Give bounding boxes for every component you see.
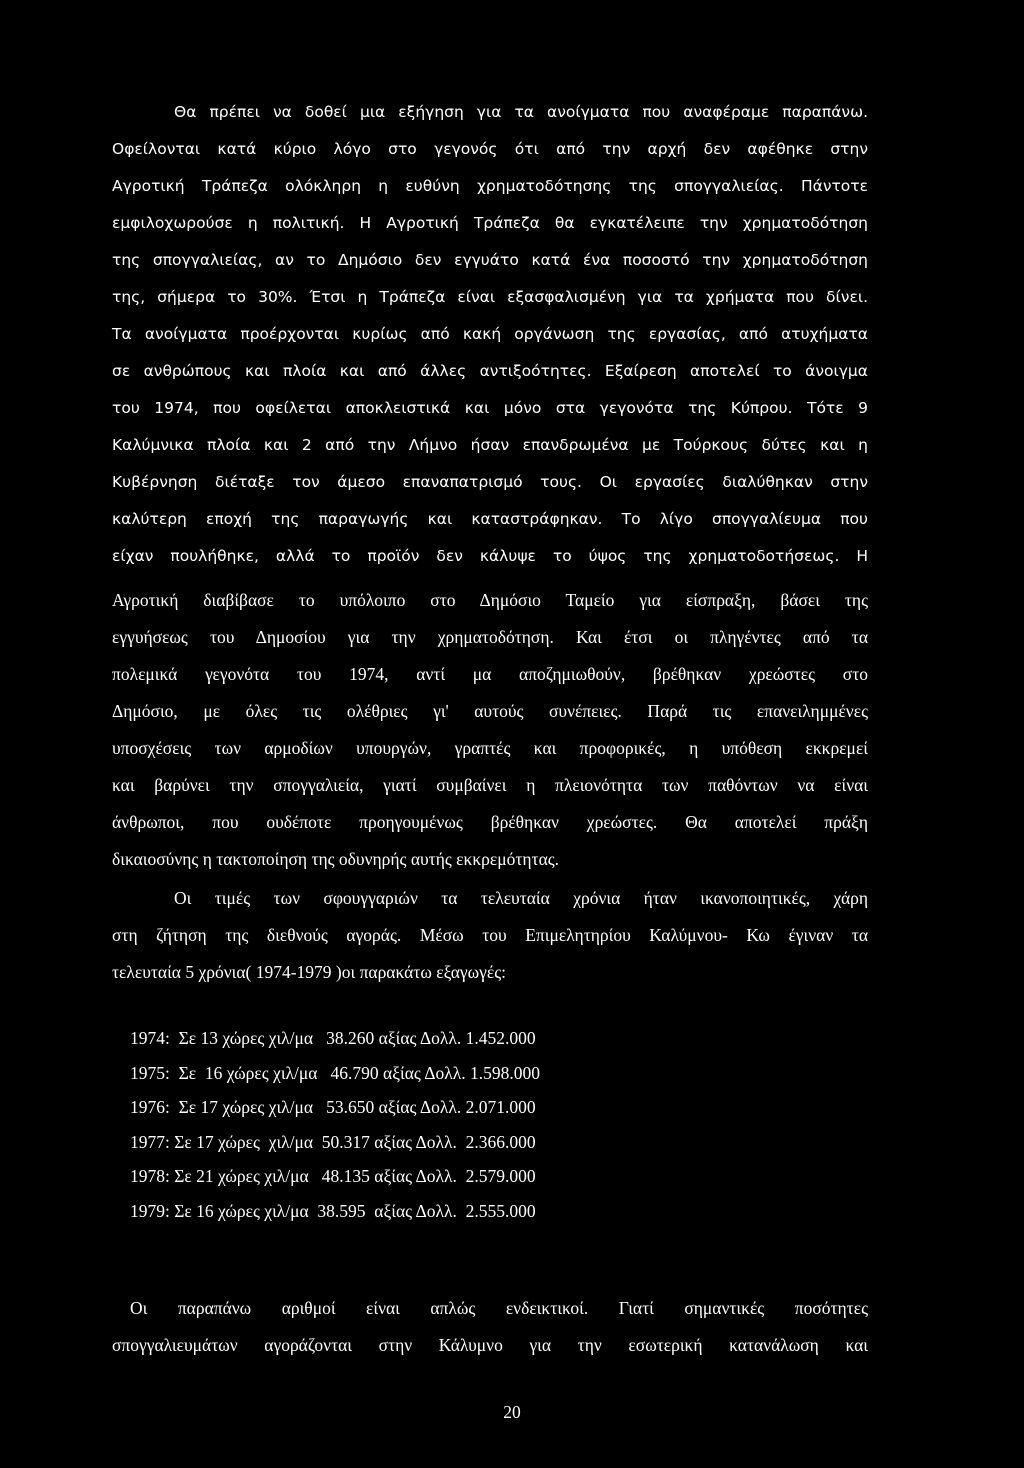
text-line: άνθρωποι, που ουδέποτε προηγουμένως βρέθηκαν χρεώστες. Θα αποτελεί πράξη (112, 812, 868, 832)
text-line: του 1974, που οφείλεται αποκλειστικά και μόνο στα γεγονότα της Κύπρου. Τότε 9 (112, 399, 868, 417)
text-line: Τα ανοίγματα προέρχονται κυρίως από κακή οργάνωση της εργασίας, από ατυχήματα (112, 325, 868, 343)
text-line: τελευταία 5 χρόνια( 1974-1979 )οι παρακάτω εξαγωγές: (112, 962, 507, 982)
text-line: Αγροτική Τράπεζα ολόκληρη η ευθύνη χρηματοδότησης της σπογγαλιείας. Πάντοτε (112, 177, 868, 195)
exports-list-item: 1974: Σε 13 χώρες χιλ/μα 38.260 αξίας Δολλ. 1.452.000 (130, 1028, 536, 1048)
exports-list-item: 1975: Σε 16 χώρες χιλ/μα 46.790 αξίας Δολλ. 1.598.000 (130, 1062, 540, 1083)
text-line: σπογγαλιευμάτων αγοράζονται στην Κάλυμνο για την εσωτερική κατανάλωση και (112, 1335, 868, 1355)
text-line: Αγροτική διαβίβασε το υπόλοιπο στο Δημόσιο Ταμείο για είσπραξη, βάσει της (112, 590, 868, 610)
exports-list-item: 1978: Σε 21 χώρες χιλ/μα 48.135 αξίας Δολλ. 2.579.000 (130, 1166, 536, 1187)
text-line: της σπογγαλιείας, αν το Δημόσιο δεν εγγυάτο κατά ένα ποσοστό την χρηματοδότηση (112, 251, 868, 269)
text-line: πολεμικά γεγονότα του 1974, αντί μα αποζημιωθούν, βρέθηκαν χρεώστες στο (112, 664, 868, 684)
text-line: σε ανθρώπους και πλοία και από άλλες αντιξοότητες. Εξαίρεση αποτελεί το άνοιγμα (112, 362, 868, 380)
exports-list-item: 1976: Σε 17 χώρες χιλ/μα 53.650 αξίας Δολλ. 2.071.000 (130, 1097, 536, 1118)
text-line: καλύτερη εποχή της παραγωγής και καταστράφηκαν. Το λίγο σπογγαλίευμα που (112, 510, 868, 528)
exports-list-item: 1977: Σε 17 χώρες χιλ/μα 50.317 αξίας Δολλ. 2.366.000 (130, 1131, 536, 1152)
text-line: και βαρύνει την σπογγαλιεία, γιατί συμβαίνει η πλειονότητα των παθόντων να είναι (112, 775, 868, 795)
text-line: υποσχέσεις των αρμοδίων υπουργών, γραπτές και προφορικές, η υπόθεση εκκρεμεί (112, 738, 868, 758)
text-line: Οι παραπάνω αριθμοί είναι απλώς ενδεικτικοί. Γιατί σημαντικές ποσότητες (130, 1298, 868, 1318)
text-line: εγγυήσεως του Δημοσίου για την χρηματοδότηση. Και έτσι οι πληγέντες από τα (112, 627, 868, 647)
text-line: Δημόσιο, με όλες τις ολέθριες γι' αυτούς συνέπειες. Παρά τις επανειλημμένες (112, 701, 868, 721)
text-line: Κυβέρνηση διέταξε τον άμεσο επαναπατρισμό τους. Οι εργασίες διαλύθηκαν στην (112, 473, 868, 491)
text-line: Καλύμνικα πλοία και 2 από την Λήμνο ήσαν επανδρωμένα με Τούρκους δύτες και η (112, 436, 868, 454)
text-line: Οφείλονται κατά κύριο λόγο στο γεγονός ότι από την αρχή δεν αφέθηκε στην (112, 140, 868, 158)
text-line: εμφιλοχωρούσε η πολιτική. Η Αγροτική Τράπεζα θα εγκατέλειπε την χρηματοδότηση (112, 214, 868, 232)
text-line: Οι τιμές των σφουγγαριών τα τελευταία χρόνια ήταν ικανοποιητικές, χάρη (174, 888, 868, 908)
text-line: Θα πρέπει να δοθεί μια εξήγηση για τα ανοίγματα που αναφέραμε παραπάνω. (174, 103, 868, 121)
text-line: δικαιοσύνης η τακτοποίηση της οδυνηρής αυτής εκκρεμότητας. (112, 849, 560, 869)
exports-list-item: 1979: Σε 16 χώρες χιλ/μα 38.595 αξίας Δολλ. 2.555.000 (130, 1200, 536, 1221)
page-number: 20 (503, 1402, 521, 1422)
text-line: είχαν πουλήθηκε, αλλά το προϊόν δεν κάλυψε το ύψος της χρηματοδοτήσεως. Η (112, 547, 868, 565)
text-line: της, σήμερα το 30%. Έτσι η Τράπεζα είναι εξασφαλισμένη για τα χρήματα που δίνει. (112, 288, 868, 306)
exports-list (130, 1027, 540, 1235)
text-line: στη ζήτηση της διεθνούς αγοράς. Μέσω του Επιμελητηρίου Καλύμνου- Κω έγιναν τα (112, 925, 868, 945)
